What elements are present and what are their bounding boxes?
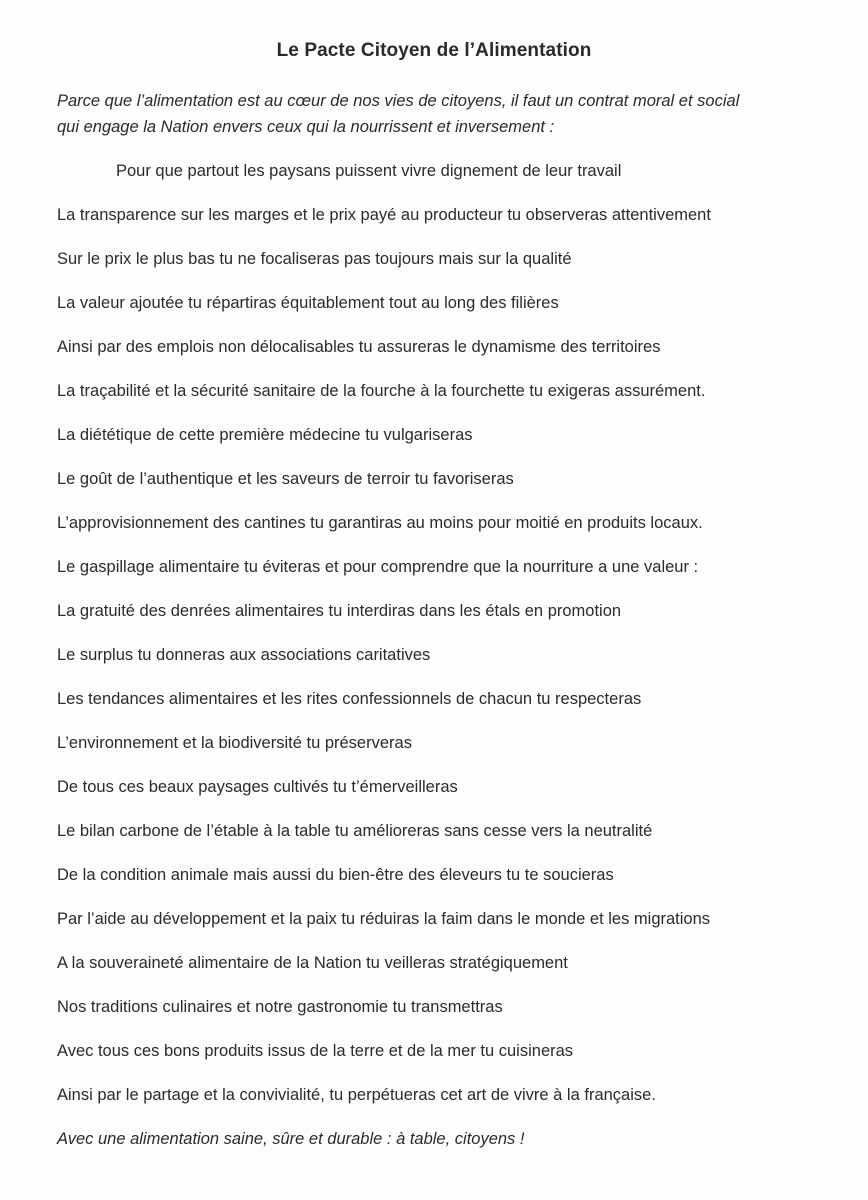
pact-line: La transparence sur les marges et le prix payé au producteur tu observeras attentivement — [57, 206, 711, 224]
pact-line: Ainsi par des emplois non délocalisables tu assureras le dynamisme des territoires — [57, 338, 661, 356]
pact-line: L’environnement et la biodiversité tu préserveras — [57, 734, 412, 752]
pact-line: Nos traditions culinaires et notre gastronomie tu transmettras — [57, 998, 503, 1016]
pact-line: La valeur ajoutée tu répartiras équitablement tout au long des filières — [57, 294, 559, 312]
pact-line: Le gaspillage alimentaire tu éviteras et pour comprendre que la nourriture a une valeur : — [57, 558, 699, 576]
pact-line: La diététique de cette première médecine tu vulgariseras — [57, 426, 473, 444]
pact-line: De tous ces beaux paysages cultivés tu t’émerveilleras — [57, 778, 458, 796]
pact-line: La gratuité des denrées alimentaires tu interdiras dans les étals en promotion — [57, 602, 622, 620]
document-title: Le Pacte Citoyen de l’Alimentation — [276, 40, 592, 61]
pact-line: Sur le prix le plus bas tu ne focaliseras pas toujours mais sur la qualité — [57, 250, 572, 268]
pact-lines — [57, 158, 847, 1170]
pact-line: Les tendances alimentaires et les rites confessionnels de chacun tu respecteras — [57, 690, 642, 708]
pact-line: La traçabilité et la sécurité sanitaire de la fourche à la fourchette tu exigeras assurément. — [57, 382, 706, 400]
pact-line: Le goût de l’authentique et les saveurs de terroir tu favoriseras — [57, 470, 514, 488]
pact-line: Le bilan carbone de l’étable à la table tu amélioreras sans cesse vers la neutralité — [57, 822, 653, 840]
pact-line: Pour que partout les paysans puissent vivre dignement de leur travail — [116, 162, 622, 180]
intro-line: qui engage la Nation envers ceux qui la nourrissent et inversement : — [57, 118, 555, 136]
closing-line: Avec une alimentation saine, sûre et durable : à table, citoyens ! — [57, 1130, 525, 1148]
pact-line: Ainsi par le partage et la convivialité, tu perpétueras cet art de vivre à la française. — [57, 1086, 656, 1104]
intro-paragraph — [57, 88, 817, 140]
pact-line: L’approvisionnement des cantines tu garantiras au moins pour moitié en produits locaux. — [57, 514, 703, 532]
pact-line: De la condition animale mais aussi du bien-être des éleveurs tu te soucieras — [57, 866, 614, 884]
pact-line: A la souveraineté alimentaire de la Nation tu veilleras stratégiquement — [57, 954, 568, 972]
pact-line: Par l’aide au développement et la paix tu réduiras la faim dans le monde et les migrations — [57, 910, 711, 928]
pact-line: Le surplus tu donneras aux associations caritatives — [57, 646, 431, 664]
pact-line: Avec tous ces bons produits issus de la terre et de la mer tu cuisineras — [57, 1042, 574, 1060]
intro-line: Parce que l’alimentation est au cœur de nos vies de citoyens, il faut un contrat moral et social — [57, 92, 740, 110]
